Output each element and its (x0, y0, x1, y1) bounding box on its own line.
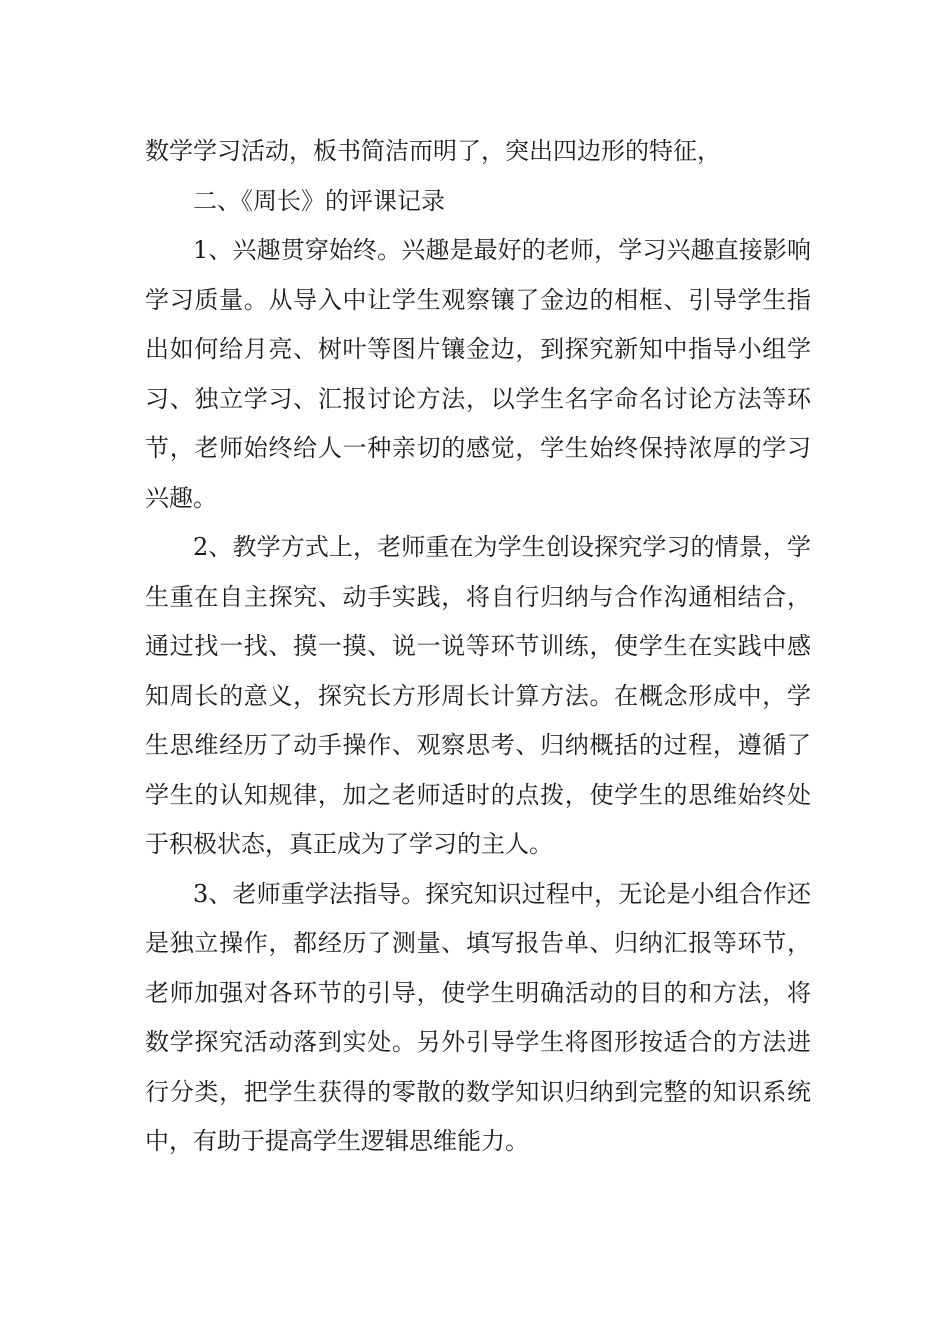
document-body (145, 127, 811, 1167)
paragraph-point-2: 2、教学方式上，老师重在为学生创设探究学习的情景，学生重在自主探究、动手实践，将自行归纳与合作沟通相结合，通过找一找、摸一摸、说一说等环节训练，使学生在实践中感知周长的意义，探究长方形周长计算方法。在概念形成中，学生思维经历了动手操作、观察思考、归纳概括的过程，遵循了学生的认知规律，加之老师适时的点拨，使学生的思维始终处于积极状态，真正成为了学习的主人。 (145, 533, 811, 858)
paragraph-continuation: 数学学习活动，板书简洁而明了，突出四边形的特征， (145, 137, 721, 165)
paragraph-point-3: 3、老师重学法指导。探究知识过程中，无论是小组合作还是独立操作，都经历了测量、填写报告单、归纳汇报等环节，老师加强对各环节的引导，使学生明确活动的目的和方法，将数学探究活动落到实处。另外引导学生将图形按适合的方法进行分类，把学生获得的零散的数学知识归纳到完整的知识系统中，有助于提高学生逻辑思维能力。 (145, 879, 811, 1155)
section-heading: 二、《周长》的评课记录 (193, 186, 445, 215)
paragraph-point-1: 1、兴趣贯穿始终。兴趣是最好的老师，学习兴趣直接影响学习质量。从导入中让学生观察镶了金边的相框、引导学生指出如何给月亮、树叶等图片镶金边，到探究新知中指导小组学习、独立学习、汇报讨论方法，以学生名字命名讨论方法等环节，老师始终给人一种亲切的感觉，学生始终保持浓厚的学习兴趣。 (145, 236, 811, 512)
